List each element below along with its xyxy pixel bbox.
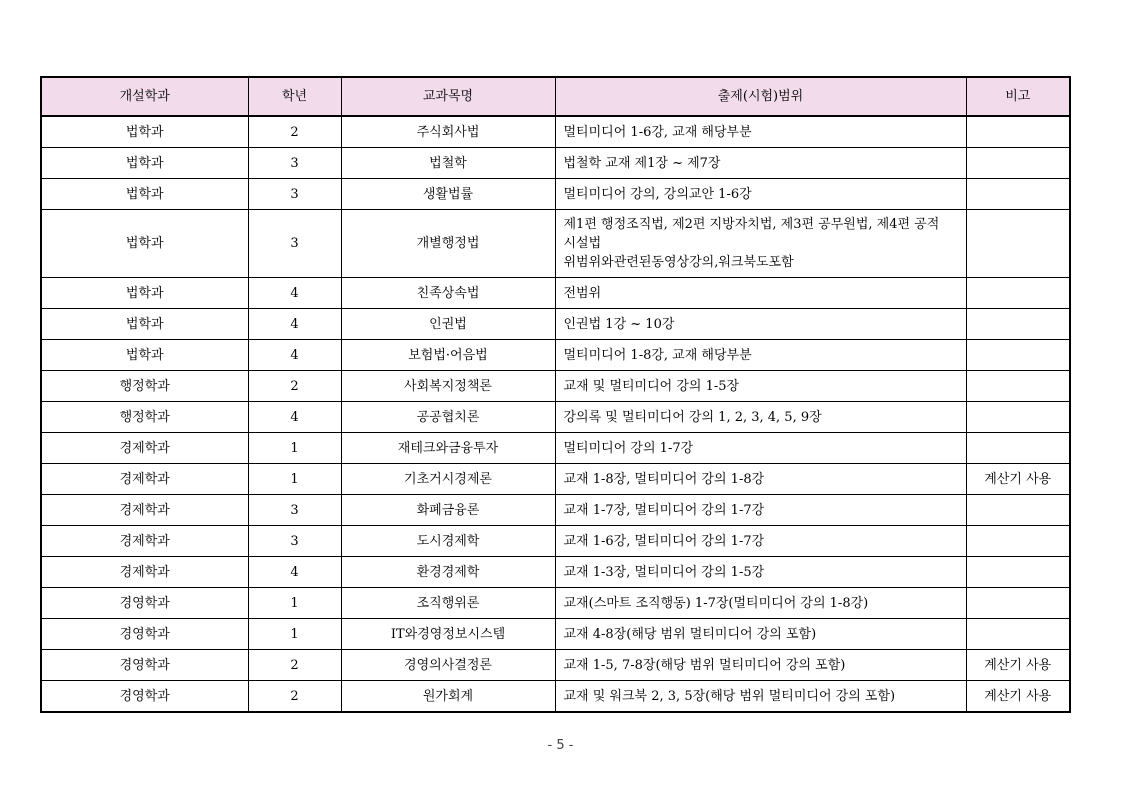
cell-range [555, 278, 966, 309]
cell-dept: 법학과 [41, 116, 248, 148]
range-line: 교재 1-8장, 멀티미디어 강의 1-8강 [563, 471, 765, 487]
cell-note [966, 433, 1070, 464]
cell-course: 도시경제학 [341, 526, 555, 557]
cell-dept: 경제학과 [41, 557, 248, 588]
cell-year: 1 [248, 464, 341, 495]
range-line: 교재(스마트 조직행동) 1-7장(멀티미디어 강의 1-8강) [563, 595, 869, 611]
cell-year: 3 [248, 148, 341, 179]
header-course: 교과목명 [341, 77, 555, 116]
cell-course: 기초거시경제론 [341, 464, 555, 495]
cell-note [966, 278, 1070, 309]
range-line: 인권법 1강 ~ 10강 [563, 316, 675, 332]
cell-course: 생활법률 [341, 179, 555, 210]
range-line: 전범위 [563, 285, 602, 301]
cell-year: 1 [248, 619, 341, 650]
cell-year: 3 [248, 526, 341, 557]
cell-range [555, 402, 966, 433]
cell-dept: 경제학과 [41, 495, 248, 526]
cell-range [555, 495, 966, 526]
cell-year: 3 [248, 495, 341, 526]
cell-note [966, 526, 1070, 557]
cell-dept: 경제학과 [41, 433, 248, 464]
cell-dept: 경영학과 [41, 681, 248, 713]
cell-note: 계산기 사용 [966, 464, 1070, 495]
header-note: 비고 [966, 77, 1070, 116]
cell-year: 2 [248, 650, 341, 681]
table-row [41, 650, 1070, 681]
cell-range [555, 210, 966, 278]
cell-note [966, 148, 1070, 179]
cell-range [555, 116, 966, 148]
range-line: 교재 및 워크북 2, 3, 5장(해당 범위 멀티미디어 강의 포함) [563, 688, 896, 704]
cell-course: 친족상속법 [341, 278, 555, 309]
table-row [41, 148, 1070, 179]
cell-range [555, 557, 966, 588]
cell-year: 1 [248, 433, 341, 464]
cell-range [555, 464, 966, 495]
cell-dept: 행정학과 [41, 371, 248, 402]
header-dept: 개설학과 [41, 77, 248, 116]
cell-dept: 경영학과 [41, 619, 248, 650]
cell-note [966, 588, 1070, 619]
cell-course: 사회복지정책론 [341, 371, 555, 402]
cell-note [966, 309, 1070, 340]
cell-year: 2 [248, 116, 341, 148]
cell-note [966, 557, 1070, 588]
cell-course: 인권법 [341, 309, 555, 340]
cell-year: 2 [248, 681, 341, 713]
cell-range [555, 681, 966, 713]
cell-dept: 법학과 [41, 340, 248, 371]
cell-course: 공공협치론 [341, 402, 555, 433]
cell-range [555, 179, 966, 210]
cell-course: 법철학 [341, 148, 555, 179]
range-line: 멀티미디어 강의 1-7강 [563, 440, 694, 456]
cell-dept: 법학과 [41, 309, 248, 340]
table-row [41, 619, 1070, 650]
range-line: 교재 및 멀티미디어 강의 1-5장 [563, 378, 740, 394]
table-row [41, 526, 1070, 557]
cell-dept: 경영학과 [41, 588, 248, 619]
range-line: 교재 1-3장, 멀티미디어 강의 1-5강 [563, 564, 765, 580]
cell-note [966, 179, 1070, 210]
table-row [41, 278, 1070, 309]
cell-note [966, 371, 1070, 402]
table-row [41, 116, 1070, 148]
cell-course: 재테크와금융투자 [341, 433, 555, 464]
range-line: 시설법 [563, 236, 602, 251]
table-row [41, 588, 1070, 619]
cell-note: 계산기 사용 [966, 650, 1070, 681]
cell-dept: 경제학과 [41, 464, 248, 495]
cell-course: 환경경제학 [341, 557, 555, 588]
range-line: 멀티미디어 1-8강, 교재 해당부분 [563, 347, 752, 363]
table-row [41, 464, 1070, 495]
cell-dept: 법학과 [41, 278, 248, 309]
cell-range [555, 148, 966, 179]
table-row [41, 557, 1070, 588]
cell-dept: 법학과 [41, 148, 248, 179]
table-row [41, 495, 1070, 526]
range-line: 제1편 행정조직법, 제2편 지방자치법, 제3편 공무원법, 제4편 공적 [563, 217, 940, 232]
cell-year: 3 [248, 179, 341, 210]
table-row [41, 179, 1070, 210]
table-row [41, 681, 1070, 713]
table-row [41, 210, 1070, 278]
cell-dept: 경제학과 [41, 526, 248, 557]
cell-range [555, 588, 966, 619]
table-row [41, 371, 1070, 402]
table-row [41, 309, 1070, 340]
table-row [41, 402, 1070, 433]
cell-range [555, 650, 966, 681]
cell-range [555, 619, 966, 650]
cell-dept: 행정학과 [41, 402, 248, 433]
exam-range-table [40, 76, 1071, 713]
cell-year: 4 [248, 340, 341, 371]
cell-course: 경영의사결정론 [341, 650, 555, 681]
table-row [41, 340, 1070, 371]
cell-note [966, 619, 1070, 650]
range-line: 교재 1-6강, 멀티미디어 강의 1-7강 [563, 533, 765, 549]
cell-year: 4 [248, 309, 341, 340]
range-line: 교재 1-7장, 멀티미디어 강의 1-7강 [563, 502, 765, 518]
cell-range [555, 526, 966, 557]
range-line: 멀티미디어 1-6강, 교재 해당부분 [563, 124, 752, 140]
range-line: 교재 1-5, 7-8장(해당 범위 멀티미디어 강의 포함) [563, 657, 846, 673]
cell-note [966, 495, 1070, 526]
cell-note [966, 210, 1070, 278]
cell-range [555, 433, 966, 464]
cell-course: 보험법·어음법 [341, 340, 555, 371]
range-line: 멀티미디어 강의, 강의교안 1-6강 [563, 186, 752, 202]
cell-course: IT와경영정보시스템 [341, 619, 555, 650]
cell-year: 4 [248, 278, 341, 309]
cell-dept: 경영학과 [41, 650, 248, 681]
cell-note [966, 402, 1070, 433]
range-line: 법철학 교재 제1장 ~ 제7장 [563, 155, 721, 171]
table-body [41, 116, 1070, 712]
cell-course: 주식회사법 [341, 116, 555, 148]
page-number: - 5 - [547, 738, 574, 753]
header-year: 학년 [248, 77, 341, 116]
cell-course: 조직행위론 [341, 588, 555, 619]
cell-year: 2 [248, 371, 341, 402]
table-header-row [41, 77, 1070, 116]
cell-year: 4 [248, 402, 341, 433]
cell-course: 원가회계 [341, 681, 555, 713]
cell-dept: 법학과 [41, 179, 248, 210]
cell-year: 4 [248, 557, 341, 588]
cell-note [966, 116, 1070, 148]
cell-range [555, 309, 966, 340]
cell-range [555, 371, 966, 402]
cell-course: 화폐금융론 [341, 495, 555, 526]
cell-note: 계산기 사용 [966, 681, 1070, 713]
cell-range [555, 340, 966, 371]
cell-note [966, 340, 1070, 371]
cell-course: 개별행정법 [341, 210, 555, 278]
cell-dept: 법학과 [41, 210, 248, 278]
header-range: 출제(시험)범위 [555, 77, 966, 116]
range-line: 교재 4-8장(해당 범위 멀티미디어 강의 포함) [563, 626, 817, 642]
range-line: 위범위와관련된동영상강의,워크북도포함 [563, 255, 794, 270]
range-line: 강의록 및 멀티미디어 강의 1, 2, 3, 4, 5, 9장 [563, 409, 822, 425]
table-row [41, 433, 1070, 464]
cell-year: 3 [248, 210, 341, 278]
cell-year: 1 [248, 588, 341, 619]
